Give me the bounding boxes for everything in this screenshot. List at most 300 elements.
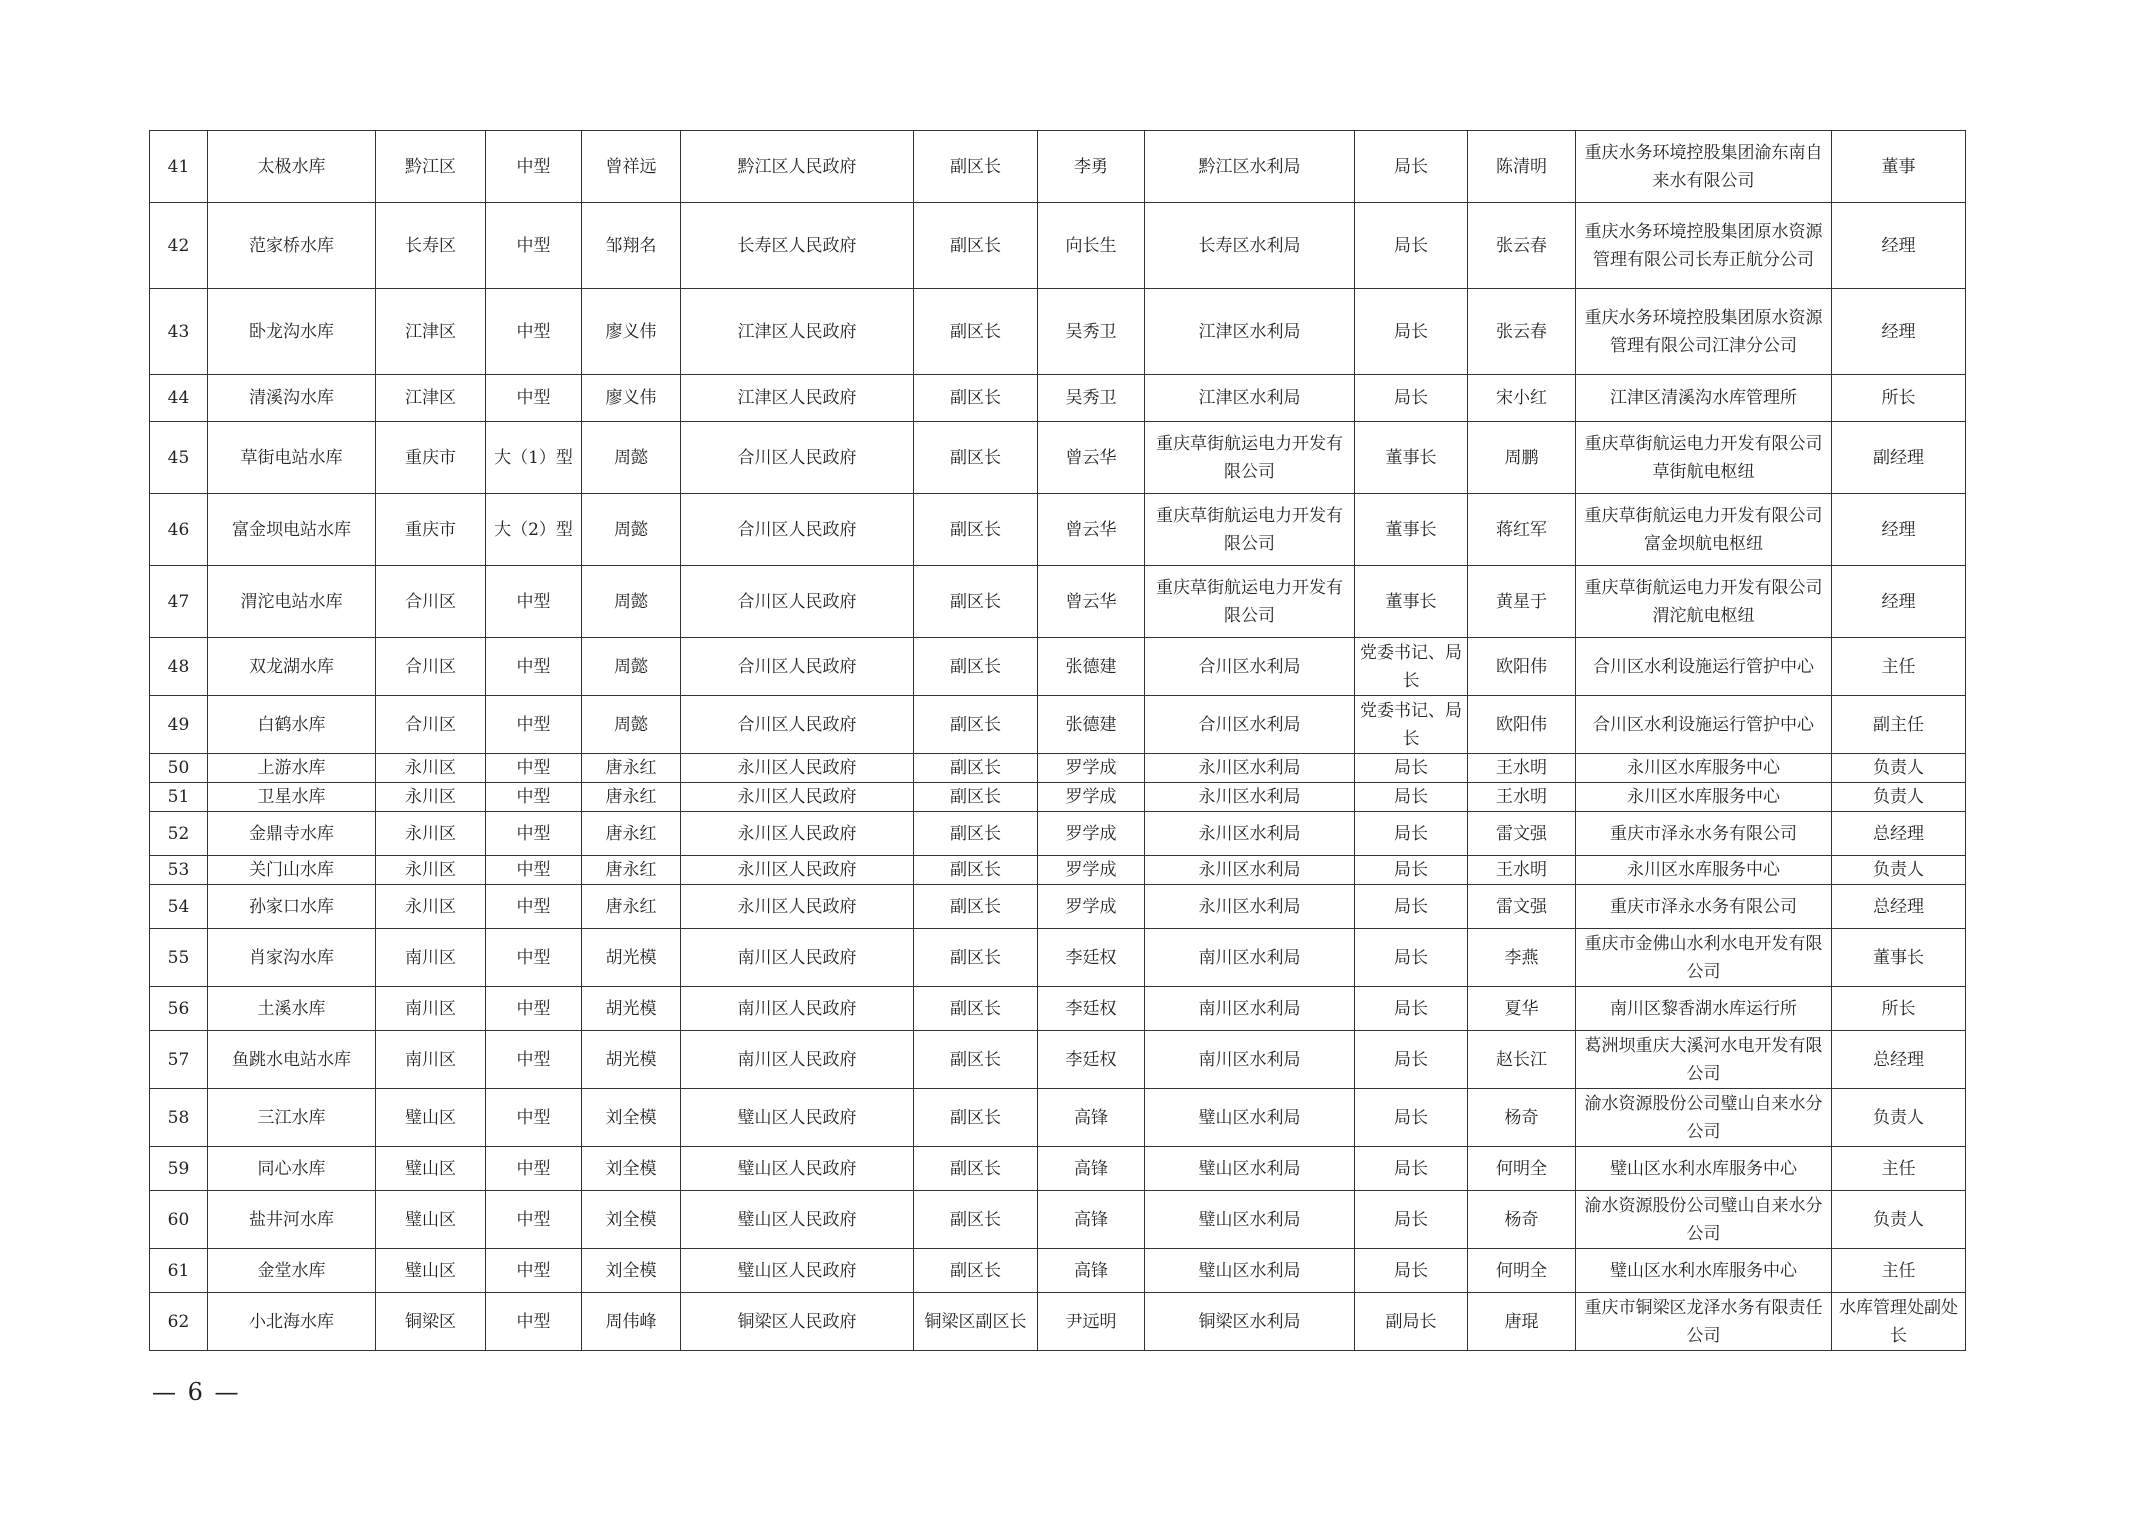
table-row xyxy=(150,856,1966,885)
cell-manager-unit: 重庆市泽永水务有限公司 xyxy=(1576,885,1832,929)
cell-seq-no: 51 xyxy=(150,783,208,812)
cell-manager-name: 张云春 xyxy=(1468,289,1576,375)
cell-gov-leader-name: 周伟峰 xyxy=(582,1293,681,1351)
cell-seq-no: 42 xyxy=(150,203,208,289)
cell-manager-title: 经理 xyxy=(1832,494,1966,566)
cell-admin-unit: 璧山区水利局 xyxy=(1145,1249,1355,1293)
cell-admin-title: 局长 xyxy=(1355,754,1468,783)
table-row xyxy=(150,754,1966,783)
cell-scale: 中型 xyxy=(486,203,582,289)
cell-manager-name: 杨奇 xyxy=(1468,1191,1576,1249)
cell-seq-no: 60 xyxy=(150,1191,208,1249)
cell-scale: 中型 xyxy=(486,289,582,375)
table-row xyxy=(150,1191,1966,1249)
cell-manager-name: 欧阳伟 xyxy=(1468,638,1576,696)
cell-manager-title: 董事长 xyxy=(1832,929,1966,987)
cell-gov-leader-title: 副区长 xyxy=(914,885,1038,929)
cell-scale: 中型 xyxy=(486,1191,582,1249)
cell-manager-unit: 永川区水库服务中心 xyxy=(1576,783,1832,812)
cell-manager-title: 经理 xyxy=(1832,289,1966,375)
cell-manager-name: 王水明 xyxy=(1468,856,1576,885)
cell-seq-no: 56 xyxy=(150,987,208,1031)
cell-gov-leader-name: 胡光模 xyxy=(582,987,681,1031)
cell-seq-no: 62 xyxy=(150,1293,208,1351)
cell-location: 璧山区 xyxy=(376,1147,486,1191)
cell-gov-leader-unit: 璧山区人民政府 xyxy=(681,1191,914,1249)
cell-gov-leader-title: 副区长 xyxy=(914,638,1038,696)
cell-manager-unit: 永川区水库服务中心 xyxy=(1576,856,1832,885)
cell-location: 南川区 xyxy=(376,1031,486,1089)
cell-admin-title: 局长 xyxy=(1355,856,1468,885)
cell-reservoir-name: 金堂水库 xyxy=(208,1249,376,1293)
cell-admin-name: 李廷权 xyxy=(1038,1031,1145,1089)
cell-gov-leader-name: 邹翔名 xyxy=(582,203,681,289)
cell-scale: 中型 xyxy=(486,375,582,422)
cell-admin-title: 局长 xyxy=(1355,375,1468,422)
cell-location: 永川区 xyxy=(376,885,486,929)
cell-admin-unit: 长寿区水利局 xyxy=(1145,203,1355,289)
cell-gov-leader-name: 廖义伟 xyxy=(582,289,681,375)
cell-location: 江津区 xyxy=(376,289,486,375)
cell-manager-title: 负责人 xyxy=(1832,1191,1966,1249)
cell-admin-unit: 江津区水利局 xyxy=(1145,375,1355,422)
cell-reservoir-name: 三江水库 xyxy=(208,1089,376,1147)
table-row xyxy=(150,375,1966,422)
table-row xyxy=(150,566,1966,638)
cell-manager-title: 所长 xyxy=(1832,987,1966,1031)
cell-admin-unit: 璧山区水利局 xyxy=(1145,1147,1355,1191)
table-body xyxy=(150,131,1966,1351)
cell-admin-title: 局长 xyxy=(1355,131,1468,203)
cell-manager-name: 张云春 xyxy=(1468,203,1576,289)
cell-seq-no: 59 xyxy=(150,1147,208,1191)
cell-seq-no: 49 xyxy=(150,696,208,754)
cell-gov-leader-title: 副区长 xyxy=(914,696,1038,754)
cell-admin-title: 董事长 xyxy=(1355,422,1468,494)
cell-scale: 中型 xyxy=(486,1031,582,1089)
cell-gov-leader-name: 周懿 xyxy=(582,638,681,696)
cell-gov-leader-name: 唐永红 xyxy=(582,856,681,885)
cell-gov-leader-unit: 永川区人民政府 xyxy=(681,783,914,812)
cell-manager-title: 主任 xyxy=(1832,1249,1966,1293)
cell-location: 黔江区 xyxy=(376,131,486,203)
cell-gov-leader-title: 副区长 xyxy=(914,987,1038,1031)
cell-manager-name: 何明全 xyxy=(1468,1147,1576,1191)
cell-admin-name: 高锋 xyxy=(1038,1147,1145,1191)
cell-admin-title: 局长 xyxy=(1355,987,1468,1031)
cell-location: 重庆市 xyxy=(376,422,486,494)
cell-reservoir-name: 卫星水库 xyxy=(208,783,376,812)
cell-gov-leader-unit: 璧山区人民政府 xyxy=(681,1147,914,1191)
cell-reservoir-name: 白鹤水库 xyxy=(208,696,376,754)
cell-gov-leader-title: 副区长 xyxy=(914,929,1038,987)
cell-seq-no: 45 xyxy=(150,422,208,494)
cell-gov-leader-name: 唐永红 xyxy=(582,783,681,812)
cell-manager-unit: 璧山区水利水库服务中心 xyxy=(1576,1249,1832,1293)
cell-manager-title: 水库管理处副处长 xyxy=(1832,1293,1966,1351)
cell-admin-title: 局长 xyxy=(1355,1089,1468,1147)
cell-gov-leader-unit: 合川区人民政府 xyxy=(681,566,914,638)
cell-admin-unit: 璧山区水利局 xyxy=(1145,1089,1355,1147)
cell-manager-name: 杨奇 xyxy=(1468,1089,1576,1147)
cell-manager-title: 总经理 xyxy=(1832,885,1966,929)
cell-manager-title: 副经理 xyxy=(1832,422,1966,494)
cell-gov-leader-unit: 南川区人民政府 xyxy=(681,929,914,987)
cell-reservoir-name: 金鼎寺水库 xyxy=(208,812,376,856)
table-row xyxy=(150,1249,1966,1293)
cell-manager-title: 负责人 xyxy=(1832,856,1966,885)
cell-admin-title: 局长 xyxy=(1355,929,1468,987)
cell-manager-unit: 重庆草街航运电力开发有限公司草街航电枢纽 xyxy=(1576,422,1832,494)
cell-admin-title: 副局长 xyxy=(1355,1293,1468,1351)
cell-manager-name: 黄星于 xyxy=(1468,566,1576,638)
cell-location: 合川区 xyxy=(376,638,486,696)
cell-manager-title: 主任 xyxy=(1832,638,1966,696)
cell-seq-no: 46 xyxy=(150,494,208,566)
cell-manager-unit: 重庆市泽永水务有限公司 xyxy=(1576,812,1832,856)
cell-admin-name: 曾云华 xyxy=(1038,566,1145,638)
cell-admin-unit: 重庆草街航运电力开发有限公司 xyxy=(1145,566,1355,638)
cell-manager-unit: 南川区黎香湖水库运行所 xyxy=(1576,987,1832,1031)
table-row xyxy=(150,494,1966,566)
cell-scale: 中型 xyxy=(486,696,582,754)
cell-location: 南川区 xyxy=(376,987,486,1031)
cell-admin-name: 罗学成 xyxy=(1038,783,1145,812)
cell-gov-leader-unit: 南川区人民政府 xyxy=(681,1031,914,1089)
cell-gov-leader-title: 副区长 xyxy=(914,1249,1038,1293)
cell-seq-no: 50 xyxy=(150,754,208,783)
cell-manager-title: 负责人 xyxy=(1832,783,1966,812)
cell-manager-title: 经理 xyxy=(1832,566,1966,638)
cell-manager-title: 总经理 xyxy=(1832,812,1966,856)
cell-reservoir-name: 范家桥水库 xyxy=(208,203,376,289)
cell-manager-title: 董事 xyxy=(1832,131,1966,203)
cell-manager-name: 王水明 xyxy=(1468,783,1576,812)
cell-gov-leader-unit: 合川区人民政府 xyxy=(681,638,914,696)
cell-admin-title: 局长 xyxy=(1355,1147,1468,1191)
cell-admin-unit: 南川区水利局 xyxy=(1145,929,1355,987)
cell-manager-unit: 重庆水务环境控股集团原水资源管理有限公司长寿正航分公司 xyxy=(1576,203,1832,289)
reservoir-responsibility-table xyxy=(149,130,1966,1351)
table-row xyxy=(150,203,1966,289)
cell-seq-no: 61 xyxy=(150,1249,208,1293)
table-row xyxy=(150,131,1966,203)
cell-location: 铜梁区 xyxy=(376,1293,486,1351)
cell-admin-name: 曾云华 xyxy=(1038,422,1145,494)
cell-manager-unit: 重庆市金佛山水利水电开发有限公司 xyxy=(1576,929,1832,987)
cell-gov-leader-title: 副区长 xyxy=(914,566,1038,638)
cell-gov-leader-unit: 合川区人民政府 xyxy=(681,494,914,566)
cell-manager-unit: 葛洲坝重庆大溪河水电开发有限公司 xyxy=(1576,1031,1832,1089)
cell-seq-no: 58 xyxy=(150,1089,208,1147)
cell-admin-name: 尹远明 xyxy=(1038,1293,1145,1351)
cell-admin-name: 李勇 xyxy=(1038,131,1145,203)
cell-manager-title: 所长 xyxy=(1832,375,1966,422)
page-number: — 6 — xyxy=(152,1378,241,1406)
cell-seq-no: 44 xyxy=(150,375,208,422)
cell-seq-no: 54 xyxy=(150,885,208,929)
cell-gov-leader-unit: 合川区人民政府 xyxy=(681,422,914,494)
cell-manager-unit: 渝水资源股份公司璧山自来水分公司 xyxy=(1576,1191,1832,1249)
cell-scale: 中型 xyxy=(486,812,582,856)
cell-admin-unit: 永川区水利局 xyxy=(1145,812,1355,856)
cell-seq-no: 53 xyxy=(150,856,208,885)
cell-gov-leader-name: 周懿 xyxy=(582,696,681,754)
cell-reservoir-name: 富金坝电站水库 xyxy=(208,494,376,566)
table-row xyxy=(150,812,1966,856)
cell-manager-unit: 永川区水库服务中心 xyxy=(1576,754,1832,783)
cell-scale: 中型 xyxy=(486,1089,582,1147)
cell-reservoir-name: 小北海水库 xyxy=(208,1293,376,1351)
cell-admin-name: 向长生 xyxy=(1038,203,1145,289)
cell-gov-leader-name: 胡光模 xyxy=(582,1031,681,1089)
cell-admin-unit: 永川区水利局 xyxy=(1145,783,1355,812)
cell-reservoir-name: 鱼跳水电站水库 xyxy=(208,1031,376,1089)
cell-manager-name: 夏华 xyxy=(1468,987,1576,1031)
cell-scale: 中型 xyxy=(486,856,582,885)
cell-reservoir-name: 双龙湖水库 xyxy=(208,638,376,696)
cell-gov-leader-name: 周懿 xyxy=(582,566,681,638)
cell-admin-unit: 南川区水利局 xyxy=(1145,1031,1355,1089)
cell-gov-leader-unit: 合川区人民政府 xyxy=(681,696,914,754)
cell-scale: 中型 xyxy=(486,1249,582,1293)
cell-gov-leader-unit: 江津区人民政府 xyxy=(681,289,914,375)
table-row xyxy=(150,885,1966,929)
cell-admin-unit: 合川区水利局 xyxy=(1145,638,1355,696)
cell-admin-title: 局长 xyxy=(1355,1031,1468,1089)
cell-gov-leader-title: 副区长 xyxy=(914,783,1038,812)
cell-reservoir-name: 上游水库 xyxy=(208,754,376,783)
cell-reservoir-name: 渭沱电站水库 xyxy=(208,566,376,638)
cell-gov-leader-name: 刘全模 xyxy=(582,1089,681,1147)
cell-manager-title: 负责人 xyxy=(1832,754,1966,783)
cell-gov-leader-name: 刘全模 xyxy=(582,1147,681,1191)
cell-manager-name: 李燕 xyxy=(1468,929,1576,987)
cell-reservoir-name: 肖家沟水库 xyxy=(208,929,376,987)
cell-admin-title: 局长 xyxy=(1355,783,1468,812)
cell-manager-name: 欧阳伟 xyxy=(1468,696,1576,754)
cell-admin-name: 罗学成 xyxy=(1038,856,1145,885)
cell-reservoir-name: 太极水库 xyxy=(208,131,376,203)
cell-gov-leader-unit: 黔江区人民政府 xyxy=(681,131,914,203)
cell-admin-name: 高锋 xyxy=(1038,1089,1145,1147)
cell-admin-title: 董事长 xyxy=(1355,494,1468,566)
cell-manager-title: 负责人 xyxy=(1832,1089,1966,1147)
cell-manager-unit: 合川区水利设施运行管护中心 xyxy=(1576,696,1832,754)
cell-manager-name: 陈清明 xyxy=(1468,131,1576,203)
cell-admin-title: 局长 xyxy=(1355,885,1468,929)
cell-gov-leader-unit: 永川区人民政府 xyxy=(681,754,914,783)
cell-admin-unit: 合川区水利局 xyxy=(1145,696,1355,754)
cell-admin-title: 局长 xyxy=(1355,289,1468,375)
table-row xyxy=(150,987,1966,1031)
cell-location: 永川区 xyxy=(376,812,486,856)
cell-admin-unit: 永川区水利局 xyxy=(1145,856,1355,885)
cell-admin-title: 局长 xyxy=(1355,1249,1468,1293)
table-row xyxy=(150,696,1966,754)
cell-gov-leader-title: 副区长 xyxy=(914,131,1038,203)
cell-gov-leader-unit: 永川区人民政府 xyxy=(681,812,914,856)
cell-admin-name: 曾云华 xyxy=(1038,494,1145,566)
cell-gov-leader-name: 唐永红 xyxy=(582,885,681,929)
cell-gov-leader-name: 唐永红 xyxy=(582,812,681,856)
cell-admin-unit: 南川区水利局 xyxy=(1145,987,1355,1031)
table-row xyxy=(150,638,1966,696)
cell-gov-leader-unit: 南川区人民政府 xyxy=(681,987,914,1031)
cell-manager-name: 雷文强 xyxy=(1468,812,1576,856)
cell-location: 璧山区 xyxy=(376,1191,486,1249)
cell-seq-no: 57 xyxy=(150,1031,208,1089)
cell-location: 长寿区 xyxy=(376,203,486,289)
cell-scale: 中型 xyxy=(486,987,582,1031)
cell-manager-unit: 重庆草街航运电力开发有限公司富金坝航电枢纽 xyxy=(1576,494,1832,566)
cell-admin-title: 局长 xyxy=(1355,203,1468,289)
cell-admin-title: 党委书记、局长 xyxy=(1355,696,1468,754)
cell-gov-leader-title: 副区长 xyxy=(914,812,1038,856)
cell-scale: 中型 xyxy=(486,885,582,929)
table-row xyxy=(150,422,1966,494)
cell-seq-no: 52 xyxy=(150,812,208,856)
cell-admin-title: 董事长 xyxy=(1355,566,1468,638)
cell-gov-leader-unit: 铜梁区人民政府 xyxy=(681,1293,914,1351)
cell-location: 南川区 xyxy=(376,929,486,987)
cell-admin-name: 李廷权 xyxy=(1038,929,1145,987)
cell-seq-no: 41 xyxy=(150,131,208,203)
cell-seq-no: 47 xyxy=(150,566,208,638)
cell-gov-leader-unit: 璧山区人民政府 xyxy=(681,1089,914,1147)
cell-gov-leader-title: 副区长 xyxy=(914,754,1038,783)
cell-gov-leader-title: 副区长 xyxy=(914,1147,1038,1191)
cell-reservoir-name: 同心水库 xyxy=(208,1147,376,1191)
cell-gov-leader-unit: 长寿区人民政府 xyxy=(681,203,914,289)
cell-manager-unit: 重庆水务环境控股集团渝东南自来水有限公司 xyxy=(1576,131,1832,203)
cell-gov-leader-name: 唐永红 xyxy=(582,754,681,783)
cell-admin-unit: 重庆草街航运电力开发有限公司 xyxy=(1145,422,1355,494)
cell-admin-name: 张德建 xyxy=(1038,638,1145,696)
cell-admin-unit: 璧山区水利局 xyxy=(1145,1191,1355,1249)
cell-gov-leader-unit: 永川区人民政府 xyxy=(681,885,914,929)
cell-manager-name: 唐琨 xyxy=(1468,1293,1576,1351)
cell-scale: 中型 xyxy=(486,783,582,812)
cell-gov-leader-name: 廖义伟 xyxy=(582,375,681,422)
table-row xyxy=(150,1293,1966,1351)
cell-location: 重庆市 xyxy=(376,494,486,566)
cell-manager-name: 蒋红军 xyxy=(1468,494,1576,566)
table-row xyxy=(150,1031,1966,1089)
cell-admin-unit: 铜梁区水利局 xyxy=(1145,1293,1355,1351)
cell-reservoir-name: 草街电站水库 xyxy=(208,422,376,494)
cell-location: 江津区 xyxy=(376,375,486,422)
cell-manager-title: 经理 xyxy=(1832,203,1966,289)
cell-admin-name: 李廷权 xyxy=(1038,987,1145,1031)
cell-manager-name: 周鹏 xyxy=(1468,422,1576,494)
cell-location: 永川区 xyxy=(376,754,486,783)
cell-admin-name: 罗学成 xyxy=(1038,754,1145,783)
cell-admin-name: 张德建 xyxy=(1038,696,1145,754)
cell-reservoir-name: 土溪水库 xyxy=(208,987,376,1031)
cell-gov-leader-title: 副区长 xyxy=(914,494,1038,566)
cell-scale: 中型 xyxy=(486,1147,582,1191)
cell-gov-leader-unit: 江津区人民政府 xyxy=(681,375,914,422)
cell-gov-leader-name: 刘全模 xyxy=(582,1191,681,1249)
cell-gov-leader-name: 周懿 xyxy=(582,422,681,494)
cell-scale: 中型 xyxy=(486,566,582,638)
cell-gov-leader-title: 副区长 xyxy=(914,1191,1038,1249)
cell-scale: 中型 xyxy=(486,1293,582,1351)
cell-gov-leader-title: 副区长 xyxy=(914,203,1038,289)
table-row xyxy=(150,929,1966,987)
cell-admin-name: 罗学成 xyxy=(1038,812,1145,856)
table-row xyxy=(150,783,1966,812)
cell-manager-title: 总经理 xyxy=(1832,1031,1966,1089)
cell-admin-name: 吴秀卫 xyxy=(1038,289,1145,375)
cell-manager-title: 副主任 xyxy=(1832,696,1966,754)
cell-gov-leader-title: 副区长 xyxy=(914,289,1038,375)
cell-gov-leader-name: 周懿 xyxy=(582,494,681,566)
cell-scale: 中型 xyxy=(486,131,582,203)
cell-reservoir-name: 清溪沟水库 xyxy=(208,375,376,422)
cell-location: 合川区 xyxy=(376,566,486,638)
cell-manager-name: 王水明 xyxy=(1468,754,1576,783)
cell-manager-unit: 重庆水务环境控股集团原水资源管理有限公司江津分公司 xyxy=(1576,289,1832,375)
table-row xyxy=(150,289,1966,375)
cell-manager-title: 主任 xyxy=(1832,1147,1966,1191)
cell-admin-title: 局长 xyxy=(1355,812,1468,856)
cell-gov-leader-unit: 永川区人民政府 xyxy=(681,856,914,885)
cell-manager-unit: 重庆草街航运电力开发有限公司渭沱航电枢纽 xyxy=(1576,566,1832,638)
cell-scale: 中型 xyxy=(486,754,582,783)
cell-gov-leader-title: 副区长 xyxy=(914,422,1038,494)
cell-admin-unit: 江津区水利局 xyxy=(1145,289,1355,375)
cell-reservoir-name: 孙家口水库 xyxy=(208,885,376,929)
table-row xyxy=(150,1089,1966,1147)
cell-seq-no: 48 xyxy=(150,638,208,696)
cell-gov-leader-name: 曾祥远 xyxy=(582,131,681,203)
cell-gov-leader-title: 铜梁区副区长 xyxy=(914,1293,1038,1351)
cell-admin-name: 高锋 xyxy=(1038,1249,1145,1293)
cell-manager-unit: 渝水资源股份公司璧山自来水分公司 xyxy=(1576,1089,1832,1147)
cell-reservoir-name: 关门山水库 xyxy=(208,856,376,885)
table-row xyxy=(150,1147,1966,1191)
cell-location: 永川区 xyxy=(376,856,486,885)
cell-scale: 中型 xyxy=(486,638,582,696)
cell-gov-leader-name: 胡光模 xyxy=(582,929,681,987)
cell-reservoir-name: 卧龙沟水库 xyxy=(208,289,376,375)
cell-manager-name: 赵长江 xyxy=(1468,1031,1576,1089)
cell-gov-leader-title: 副区长 xyxy=(914,1089,1038,1147)
cell-manager-unit: 重庆市铜梁区龙泽水务有限责任公司 xyxy=(1576,1293,1832,1351)
cell-gov-leader-title: 副区长 xyxy=(914,856,1038,885)
cell-admin-name: 吴秀卫 xyxy=(1038,375,1145,422)
cell-admin-title: 局长 xyxy=(1355,1191,1468,1249)
cell-scale: 大（1）型 xyxy=(486,422,582,494)
cell-manager-unit: 江津区清溪沟水库管理所 xyxy=(1576,375,1832,422)
cell-gov-leader-title: 副区长 xyxy=(914,1031,1038,1089)
cell-manager-unit: 璧山区水利水库服务中心 xyxy=(1576,1147,1832,1191)
cell-admin-name: 高锋 xyxy=(1038,1191,1145,1249)
cell-gov-leader-name: 刘全模 xyxy=(582,1249,681,1293)
cell-manager-name: 雷文强 xyxy=(1468,885,1576,929)
cell-admin-name: 罗学成 xyxy=(1038,885,1145,929)
cell-location: 合川区 xyxy=(376,696,486,754)
cell-scale: 大（2）型 xyxy=(486,494,582,566)
cell-admin-unit: 永川区水利局 xyxy=(1145,885,1355,929)
cell-admin-unit: 黔江区水利局 xyxy=(1145,131,1355,203)
cell-admin-unit: 永川区水利局 xyxy=(1145,754,1355,783)
cell-scale: 中型 xyxy=(486,929,582,987)
cell-location: 璧山区 xyxy=(376,1089,486,1147)
cell-location: 璧山区 xyxy=(376,1249,486,1293)
